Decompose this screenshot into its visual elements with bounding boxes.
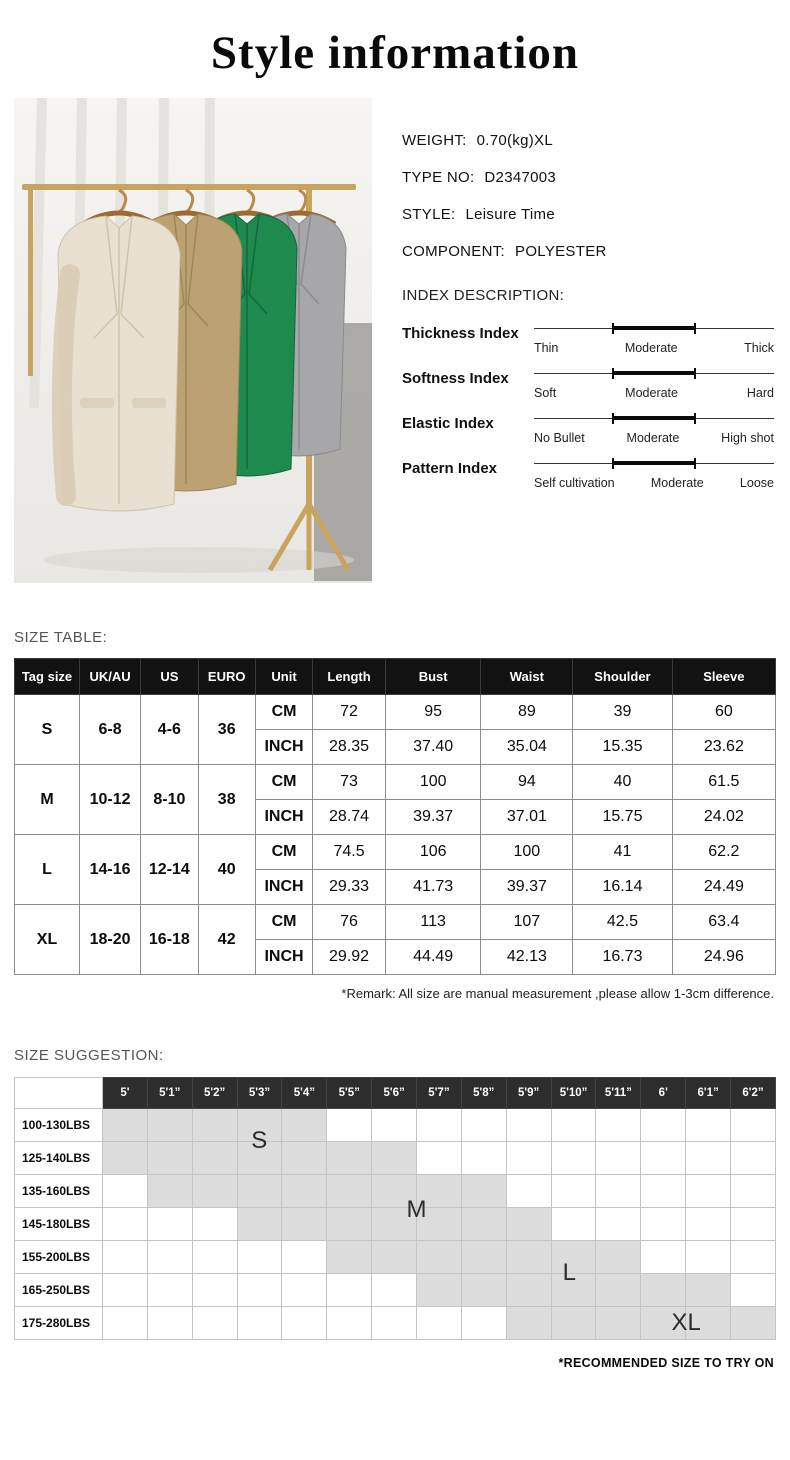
size-table-header-cell: Sleeve (672, 659, 775, 695)
size-region-label: S (251, 1127, 268, 1154)
index-name: Elastic Index (402, 415, 494, 432)
suggestion-cell (372, 1307, 417, 1340)
height-header-cell: 5'5” (327, 1078, 372, 1109)
suggestion-row (15, 1142, 776, 1175)
slider-labels (534, 341, 774, 355)
slider-level-label: Loose (739, 476, 774, 490)
measurement-cell: 76 (313, 905, 386, 940)
suggestion-cell (327, 1307, 372, 1340)
suggestion-cell (417, 1142, 462, 1175)
suggestion-cell (686, 1175, 731, 1208)
suggestion-cell (551, 1175, 596, 1208)
suggestion-cell (237, 1175, 282, 1208)
suggestion-cell (147, 1175, 192, 1208)
measurement-cell: 106 (385, 835, 481, 870)
spec-label: STYLE: (402, 206, 456, 223)
product-specs (402, 132, 776, 260)
measurement-cell: 23.62 (672, 730, 775, 765)
suggestion-cell (731, 1175, 776, 1208)
suggestion-cell (327, 1274, 372, 1307)
size-table-remark: *Remark: All size are manual measurement ,please allow 1-3cm difference. (341, 986, 774, 1001)
suggestion-cell (506, 1241, 551, 1274)
suggestion-cell (103, 1175, 148, 1208)
index-name: Thickness Index (402, 325, 519, 342)
suggestion-row (15, 1208, 776, 1241)
uk-au-cell: 6-8 (80, 695, 141, 765)
height-header-cell: 5'9” (506, 1078, 551, 1109)
index-slider (534, 457, 776, 490)
suggestion-cell (731, 1241, 776, 1274)
suggestion-cell (372, 1142, 417, 1175)
size-suggestion-heading: SIZE SUGGESTION: (14, 1047, 164, 1064)
suggestion-cell (596, 1241, 641, 1274)
spec-label: WEIGHT: (402, 132, 467, 149)
size-table-header-cell: Shoulder (573, 659, 672, 695)
measurement-cell: 107 (481, 905, 573, 940)
us-cell: 12-14 (141, 835, 198, 905)
measurement-cell: 15.75 (573, 800, 672, 835)
suggestion-cell (282, 1208, 327, 1241)
height-header-cell: 6'2” (731, 1078, 776, 1109)
size-tag-cell: S (15, 695, 80, 765)
suggestion-cell (282, 1274, 327, 1307)
uk-au-cell: 18-20 (80, 905, 141, 975)
slider-active-segment (613, 461, 695, 465)
spec-row (402, 243, 776, 260)
suggestion-cell (686, 1241, 731, 1274)
size-suggestion-chart (14, 1077, 776, 1340)
weight-label-cell: 100-130LBS (15, 1109, 103, 1142)
suggestion-row (15, 1274, 776, 1307)
product-overview-section (0, 98, 790, 583)
index-name: Pattern Index (402, 460, 498, 477)
height-header-cell: 5'3” (237, 1078, 282, 1109)
suggestion-cell (551, 1142, 596, 1175)
spec-row (402, 169, 776, 186)
slider-active-segment (613, 371, 695, 375)
measurement-cell: 113 (385, 905, 481, 940)
suggestion-row (15, 1241, 776, 1274)
slider-tick (694, 413, 696, 424)
measurement-cell: 42.5 (573, 905, 672, 940)
slider-labels (534, 476, 774, 490)
suggestion-cell (686, 1142, 731, 1175)
suggestion-cell (372, 1109, 417, 1142)
suggestion-cell (327, 1142, 372, 1175)
us-cell: 16-18 (141, 905, 198, 975)
slider-tick (694, 458, 696, 469)
suggestion-cell (596, 1274, 641, 1307)
suggestion-cell (327, 1208, 372, 1241)
weight-label-cell: 175-280LBS (15, 1307, 103, 1340)
suggestion-cell (551, 1208, 596, 1241)
size-table-row (15, 765, 776, 800)
suggestion-cell (103, 1208, 148, 1241)
measurement-cell: 73 (313, 765, 386, 800)
suggestion-cell (417, 1109, 462, 1142)
height-header-cell: 5' (103, 1078, 148, 1109)
euro-cell: 40 (198, 835, 255, 905)
suggestion-cell (506, 1208, 551, 1241)
suggestion-cell (461, 1208, 506, 1241)
slider-track (534, 412, 774, 425)
suggestion-cell (686, 1274, 731, 1307)
slider-level-label: Moderate (650, 476, 704, 490)
suggestion-cell (372, 1274, 417, 1307)
suggestion-cell (596, 1175, 641, 1208)
suggestion-cell (417, 1241, 462, 1274)
suggestion-cell (147, 1307, 192, 1340)
slider-active-segment (613, 326, 695, 330)
slider-level-label: Thin (534, 341, 559, 355)
size-table (14, 658, 776, 975)
suggestion-cell (731, 1142, 776, 1175)
suggestion-cell (147, 1241, 192, 1274)
suggestion-cell (192, 1208, 237, 1241)
size-table-header-cell: EURO (198, 659, 255, 695)
suggestion-cell (417, 1208, 462, 1241)
measurement-cell: 61.5 (672, 765, 775, 800)
size-suggestion-table (14, 1077, 776, 1340)
index-description-heading: INDEX DESCRIPTION: (402, 287, 565, 304)
suggestion-cell (551, 1241, 596, 1274)
index-row (402, 457, 776, 490)
suggestion-cell (192, 1307, 237, 1340)
unit-cell: INCH (255, 940, 312, 975)
measurement-cell: 24.02 (672, 800, 775, 835)
slider-tick (612, 413, 614, 424)
size-table-header-cell: Waist (481, 659, 573, 695)
slider-active-segment (613, 416, 695, 420)
suggestion-cell (551, 1274, 596, 1307)
suggestion-cell (686, 1109, 731, 1142)
product-info-panel (372, 98, 776, 583)
slider-level-label: Hard (746, 386, 774, 400)
suggestion-cell (461, 1307, 506, 1340)
spec-value: Leisure Time (465, 206, 555, 223)
size-suggestion-footnote: *RECOMMENDED SIZE TO TRY ON (558, 1356, 774, 1370)
size-table-header-cell: Bust (385, 659, 481, 695)
measurement-cell: 42.13 (481, 940, 573, 975)
suggestion-cell (147, 1109, 192, 1142)
suggestion-cell (596, 1142, 641, 1175)
spec-value: D2347003 (484, 169, 557, 186)
index-list (402, 322, 776, 490)
suggestion-cell (461, 1109, 506, 1142)
spec-row (402, 206, 776, 223)
size-table-row (15, 905, 776, 940)
suggestion-cell (103, 1241, 148, 1274)
slider-tick (694, 368, 696, 379)
measurement-cell: 16.73 (573, 940, 672, 975)
measurement-cell: 16.14 (573, 870, 672, 905)
spec-label: COMPONENT: (402, 243, 506, 260)
slider-labels (534, 431, 774, 445)
euro-cell: 38 (198, 765, 255, 835)
index-row (402, 367, 776, 400)
weight-label-cell: 125-140LBS (15, 1142, 103, 1175)
unit-cell: CM (255, 835, 312, 870)
suggestion-cell (641, 1175, 686, 1208)
measurement-cell: 37.01 (481, 800, 573, 835)
measurement-cell: 89 (481, 695, 573, 730)
suggestion-cell (461, 1241, 506, 1274)
measurement-cell: 37.40 (385, 730, 481, 765)
size-region-label: M (406, 1196, 427, 1224)
measurement-cell: 40 (573, 765, 672, 800)
slider-track (534, 322, 774, 335)
slider-track (534, 367, 774, 380)
suggestion-cell (327, 1109, 372, 1142)
suggestion-cell (282, 1109, 327, 1142)
slider-tick (694, 323, 696, 334)
unit-cell: CM (255, 765, 312, 800)
slider-level-label: Soft (534, 386, 557, 400)
suggestion-row (15, 1175, 776, 1208)
measurement-cell: 41.73 (385, 870, 481, 905)
us-cell: 8-10 (141, 765, 198, 835)
suggestion-cell (461, 1274, 506, 1307)
measurement-cell: 24.49 (672, 870, 775, 905)
euro-cell: 42 (198, 905, 255, 975)
height-header-cell: 5'7” (417, 1078, 462, 1109)
weight-label-cell: 165-250LBS (15, 1274, 103, 1307)
measurement-cell: 28.74 (313, 800, 386, 835)
suggestion-cell (686, 1208, 731, 1241)
height-header-cell: 5'1” (147, 1078, 192, 1109)
uk-au-cell: 14-16 (80, 835, 141, 905)
suggestion-cell (641, 1109, 686, 1142)
suggestion-cell (641, 1274, 686, 1307)
height-header-cell: 5'11” (596, 1078, 641, 1109)
slider-level-label: High shot (721, 431, 774, 445)
size-tag-cell: L (15, 835, 80, 905)
jacket-cream (58, 216, 180, 511)
suggestion-cell (731, 1307, 776, 1340)
suggestion-cell (641, 1142, 686, 1175)
suggestion-cell (506, 1142, 551, 1175)
size-table-header-cell: UK/AU (80, 659, 141, 695)
measurement-cell: 63.4 (672, 905, 775, 940)
spec-value: POLYESTER (515, 243, 607, 260)
suggestion-cell (103, 1142, 148, 1175)
suggestion-cell (596, 1208, 641, 1241)
suggestion-cell (237, 1109, 282, 1142)
suggestion-cell (506, 1307, 551, 1340)
suggestion-cell (237, 1274, 282, 1307)
suggestion-cell (641, 1307, 686, 1340)
suggestion-cell (103, 1307, 148, 1340)
suggestion-cell (417, 1307, 462, 1340)
measurement-cell: 29.92 (313, 940, 386, 975)
unit-cell: INCH (255, 870, 312, 905)
suggestion-cell (147, 1142, 192, 1175)
spec-value: 0.70(kg)XL (476, 132, 553, 149)
slider-tick (612, 323, 614, 334)
height-header-cell: 5'10” (551, 1078, 596, 1109)
suggestion-cell (372, 1241, 417, 1274)
measurement-cell: 72 (313, 695, 386, 730)
slider-level-label: Moderate (624, 341, 678, 355)
measurement-cell: 60 (672, 695, 775, 730)
suggestion-cell (192, 1241, 237, 1274)
measurement-cell: 94 (481, 765, 573, 800)
unit-cell: INCH (255, 800, 312, 835)
unit-cell: CM (255, 695, 312, 730)
slider-level-label: No Bullet (534, 431, 585, 445)
suggestion-cell (237, 1307, 282, 1340)
suggestion-cell (237, 1142, 282, 1175)
suggestion-cell (327, 1175, 372, 1208)
suggestion-cell (282, 1142, 327, 1175)
suggestion-header-row (15, 1078, 776, 1109)
slider-level-label: Thick (744, 341, 774, 355)
suggestion-cell (192, 1175, 237, 1208)
slider-level-label: Self cultivation (534, 476, 615, 490)
suggestion-cell (282, 1241, 327, 1274)
size-table-row (15, 695, 776, 730)
measurement-cell: 62.2 (672, 835, 775, 870)
size-table-header-cell: US (141, 659, 198, 695)
size-region-label: L (562, 1259, 576, 1286)
slider-labels (534, 386, 774, 400)
size-table-row (15, 835, 776, 870)
suggestion-cell (192, 1109, 237, 1142)
spec-row (402, 132, 776, 149)
unit-cell: CM (255, 905, 312, 940)
measurement-cell: 24.96 (672, 940, 775, 975)
weight-label-cell: 135-160LBS (15, 1175, 103, 1208)
suggestion-cell (282, 1175, 327, 1208)
suggestion-cell (372, 1175, 417, 1208)
measurement-cell: 39.37 (385, 800, 481, 835)
suggestion-cell (506, 1274, 551, 1307)
suggestion-cell (417, 1175, 462, 1208)
size-table-header-cell: Tag size (15, 659, 80, 695)
index-name: Softness Index (402, 370, 509, 387)
measurement-cell: 44.49 (385, 940, 481, 975)
weight-label-cell: 145-180LBS (15, 1208, 103, 1241)
size-table-header-cell: Unit (255, 659, 312, 695)
suggestion-row (15, 1307, 776, 1340)
suggestion-cell (686, 1307, 731, 1340)
suggestion-cell (327, 1241, 372, 1274)
suggestion-cell (506, 1175, 551, 1208)
height-header-cell: 5'4” (282, 1078, 327, 1109)
product-photo (14, 98, 372, 583)
measurement-cell: 15.35 (573, 730, 672, 765)
suggestion-cell (551, 1307, 596, 1340)
suggestion-cell (372, 1208, 417, 1241)
measurement-cell: 100 (481, 835, 573, 870)
slider-level-label: Moderate (625, 386, 678, 400)
index-slider (534, 412, 776, 445)
suggestion-cell (103, 1109, 148, 1142)
measurement-cell: 29.33 (313, 870, 386, 905)
uk-au-cell: 10-12 (80, 765, 141, 835)
index-slider (534, 367, 776, 400)
suggestion-cell (461, 1142, 506, 1175)
suggestion-cell (731, 1109, 776, 1142)
unit-cell: INCH (255, 730, 312, 765)
height-header-cell: 5'6” (372, 1078, 417, 1109)
measurement-cell: 39.37 (481, 870, 573, 905)
suggestion-cell (641, 1241, 686, 1274)
height-header-cell: 6' (641, 1078, 686, 1109)
size-region-label: XL (671, 1308, 701, 1336)
suggestion-cell (237, 1241, 282, 1274)
suggestion-cell (192, 1142, 237, 1175)
us-cell: 4-6 (141, 695, 198, 765)
suggestion-row (15, 1109, 776, 1142)
measurement-cell: 41 (573, 835, 672, 870)
slider-level-label: Moderate (626, 431, 680, 445)
slider-track (534, 457, 774, 470)
suggestion-cell (596, 1307, 641, 1340)
slider-tick (612, 368, 614, 379)
suggestion-cell (641, 1208, 686, 1241)
slider-tick (612, 458, 614, 469)
height-header-cell: 5'2” (192, 1078, 237, 1109)
measurement-cell: 39 (573, 695, 672, 730)
suggestion-cell (731, 1208, 776, 1241)
height-header-cell: 5'8” (461, 1078, 506, 1109)
index-slider (534, 322, 776, 355)
spec-label: TYPE NO: (402, 169, 475, 186)
suggestion-cell (731, 1274, 776, 1307)
suggestion-corner-cell (15, 1078, 103, 1109)
index-row (402, 322, 776, 355)
suggestion-cell (282, 1307, 327, 1340)
suggestion-cell (506, 1109, 551, 1142)
suggestion-cell (551, 1109, 596, 1142)
measurement-cell: 74.5 (313, 835, 386, 870)
suggestion-cell (417, 1274, 462, 1307)
page-title: Style information (210, 27, 580, 79)
size-tag-cell: M (15, 765, 80, 835)
suggestion-cell (147, 1208, 192, 1241)
suggestion-cell (237, 1208, 282, 1241)
index-description-section (402, 287, 776, 490)
measurement-cell: 35.04 (481, 730, 573, 765)
measurement-cell: 100 (385, 765, 481, 800)
size-tag-cell: XL (15, 905, 80, 975)
product-photo-illustration (14, 98, 372, 583)
measurement-cell: 28.35 (313, 730, 386, 765)
suggestion-cell (103, 1274, 148, 1307)
suggestion-cell (596, 1109, 641, 1142)
height-header-cell: 6'1” (686, 1078, 731, 1109)
weight-label-cell: 155-200LBS (15, 1241, 103, 1274)
measurement-cell: 95 (385, 695, 481, 730)
size-table-header-cell: Length (313, 659, 386, 695)
index-row (402, 412, 776, 445)
suggestion-cell (461, 1175, 506, 1208)
size-table-heading: SIZE TABLE: (14, 629, 108, 646)
euro-cell: 36 (198, 695, 255, 765)
suggestion-cell (147, 1274, 192, 1307)
size-table-header-row (15, 659, 776, 695)
suggestion-cell (192, 1274, 237, 1307)
